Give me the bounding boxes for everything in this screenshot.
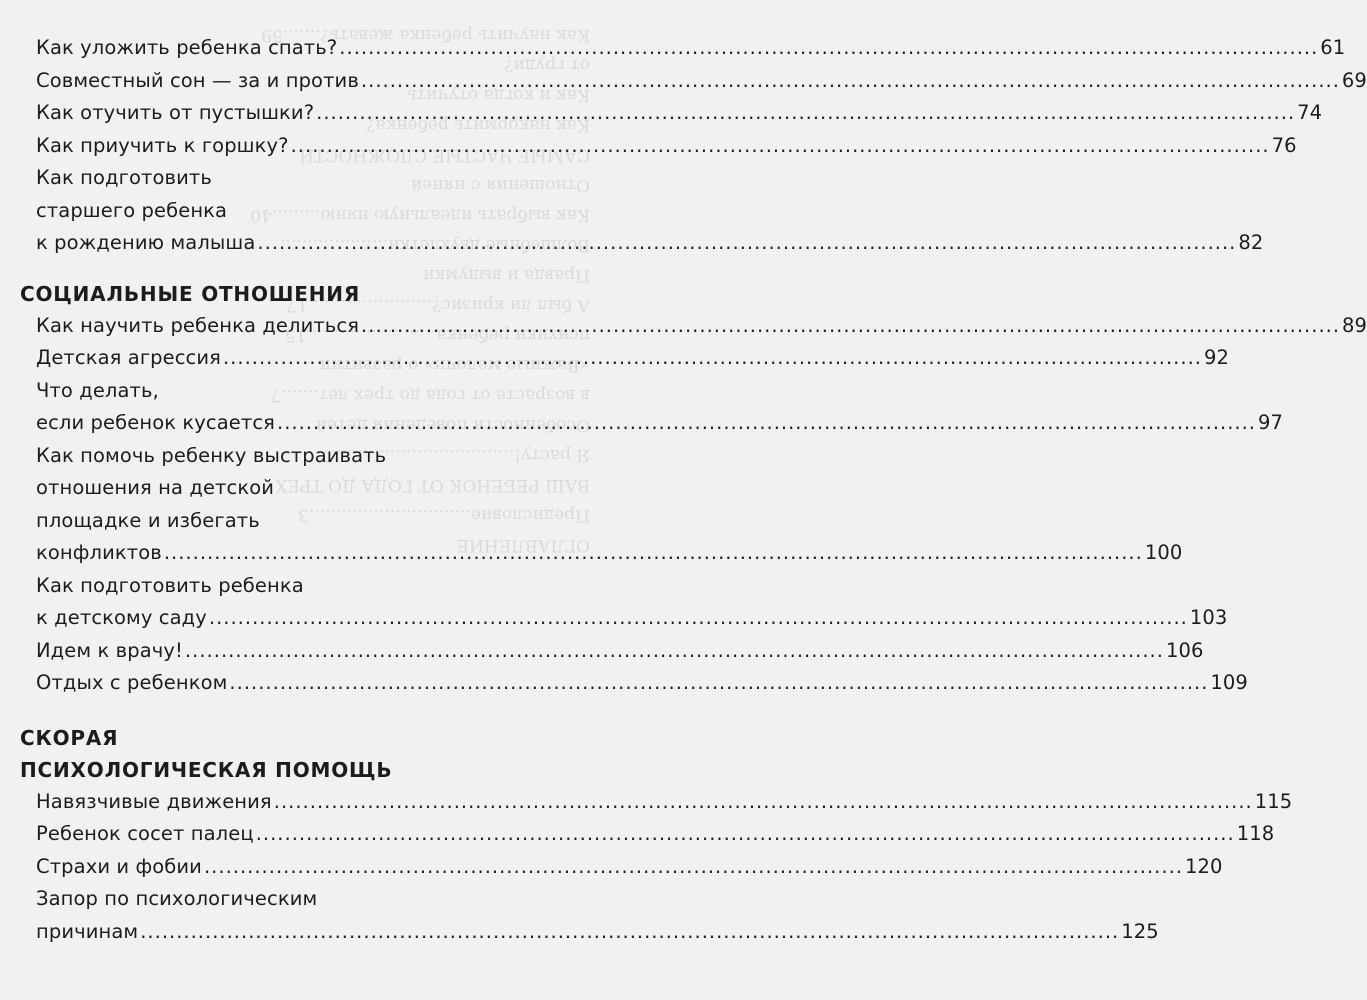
toc-entry-title: площадке и избегать [36,508,260,532]
toc-entry-page: 89 [1342,313,1367,337]
toc-entry-title: Что делать, [36,378,159,402]
dot-leader [204,851,1183,884]
toc-entry-last-line [36,407,1284,440]
toc-entry-last-line [36,65,1367,98]
toc-entry-title: Отдых с ребенком [36,671,228,694]
toc-entry-title: Совместный сон — за и против [36,68,359,92]
toc-entry-title: Ребенок сосет палец [36,822,254,845]
section-heading: ПСИХОЛОГИЧЕСКАЯ ПОМОЩЬ [20,757,393,782]
toc-entry-title: Как подготовить ребенка [36,573,304,597]
toc-entry-title: Как подготовить [36,166,212,189]
toc-entry-page: 120 [1184,854,1223,878]
toc-entry-title: Запор по психологическим [36,887,318,910]
section-gap [36,260,546,278]
toc-entry-page: 100 [1144,541,1183,564]
toc-entry [36,32,1346,65]
dot-leader [361,65,1340,98]
dot-leader [256,818,1235,851]
toc-entry [36,65,1367,98]
toc-entry-last-line [36,851,1223,884]
section-gap [36,700,546,722]
dot-leader [291,130,1270,163]
toc-entry-page: 118 [1236,822,1275,845]
toc-entry-title: Как научить ребенка делиться [36,313,360,337]
toc-entry-last-line [36,602,1228,635]
toc-entry [36,342,1229,375]
toc-entry-page: 125 [1121,919,1159,943]
toc-entry [36,440,1183,570]
toc-entry-last-line [36,537,1183,570]
toc-entry [36,130,1297,163]
toc-entry-last-line [36,818,1275,851]
toc-entry-page: 103 [1189,606,1228,629]
dot-leader [316,97,1295,130]
toc-entry [36,635,1204,668]
toc-entry-title: отношения на детской [36,476,274,499]
section-heading: СОЦИАЛЬНЫЕ ОТНОШЕНИЯ [20,281,361,306]
dot-leader [361,310,1340,343]
dot-leader [164,537,1143,570]
toc-entry-title: старшего ребенка [36,198,228,222]
toc-entry-page: 109 [1210,671,1248,694]
show-through-text: ОГЛАВЛЕНИЕ Предисловие..............................3 ВАШ РЕБЕНОК ОТ ГОДА ДО ТРЕХ Я расту!..................................7 Особенности поведения детей в возрасте от года до трех лет.......7 «Важные мелочи» о развитии психики ребенка........................15 А был ли кризис?.......................17 Правда и выдумки Волшебные двухлетки.................... Как выбрать идеальную няню.........40 Отношения с няней САМЫЕ ЧАСТЫЕ СЛОЖНОСТИ Как накормить ребенка? Как и когда отучить от груди? Как научить ребенка жевать?.......59 [250,25,590,555]
toc-entry-title: если ребенок кусается [36,411,276,434]
toc-entry-title: Навязчивые движения [36,789,272,813]
toc-entry-page: 74 [1297,101,1323,124]
toc-entry-last-line [36,667,1248,700]
toc-entry-title: Как помочь ребенку выстраивать [36,443,387,467]
toc-entry-title: Идем к врачу! [36,638,183,662]
toc-entry-last-line [36,130,1297,163]
toc-entry [36,97,1323,130]
toc-entry-title: причинам [36,919,139,943]
dot-leader [140,916,1119,949]
toc-entry-title: конфликтов [36,541,162,564]
dot-leader [209,602,1188,635]
toc-entry-last-line [36,310,1367,343]
toc-entry-page: 69 [1341,68,1367,92]
dot-leader [223,342,1202,375]
section-heading: СКОРАЯ [20,725,119,750]
toc-entry-last-line [36,32,1346,65]
dot-leader [185,635,1164,668]
toc-entry-page: 115 [1254,789,1293,813]
toc-entry-title: к детскому саду [36,606,207,629]
dot-leader [229,667,1208,700]
toc-entry-last-line [36,97,1323,130]
toc-entry-page: 92 [1203,346,1229,369]
toc-entry-last-line [36,342,1229,375]
toc-entry-page: 82 [1238,231,1264,254]
toc-entry [36,667,1248,700]
dot-leader [339,32,1318,65]
toc-entry-title: Как уложить ребенка спать? [36,36,338,59]
toc-entry-page: 106 [1165,638,1204,662]
toc-entry-page: 61 [1320,36,1346,59]
toc-entry [36,786,1293,819]
toc-entry [36,883,1159,948]
dot-leader [277,407,1256,440]
toc-entry [36,310,1367,343]
toc-entry-last-line [36,786,1293,819]
toc-entry [36,162,1264,260]
toc-entry-title: Как приучить к горшку? [36,133,289,157]
toc-entry [36,818,1275,851]
dot-leader [274,786,1253,819]
dot-leader [257,227,1236,260]
table-of-contents [20,32,1367,948]
toc-entry-title: Детская агрессия [36,346,221,369]
toc-entry-title: Как отучить от пустышки? [36,101,315,124]
toc-entry-page: 76 [1271,133,1297,157]
toc-entry [36,851,1223,884]
toc-entry-last-line [36,916,1159,949]
toc-entry-title: Страхи и фобии [36,854,202,878]
toc-entry [36,570,1228,635]
toc-entry-title: к рождению малыша [36,231,256,254]
toc-entry-page: 97 [1258,411,1284,434]
toc-entry-last-line [36,227,1264,260]
toc-entry-last-line [36,635,1204,668]
toc-entry [36,375,1284,440]
